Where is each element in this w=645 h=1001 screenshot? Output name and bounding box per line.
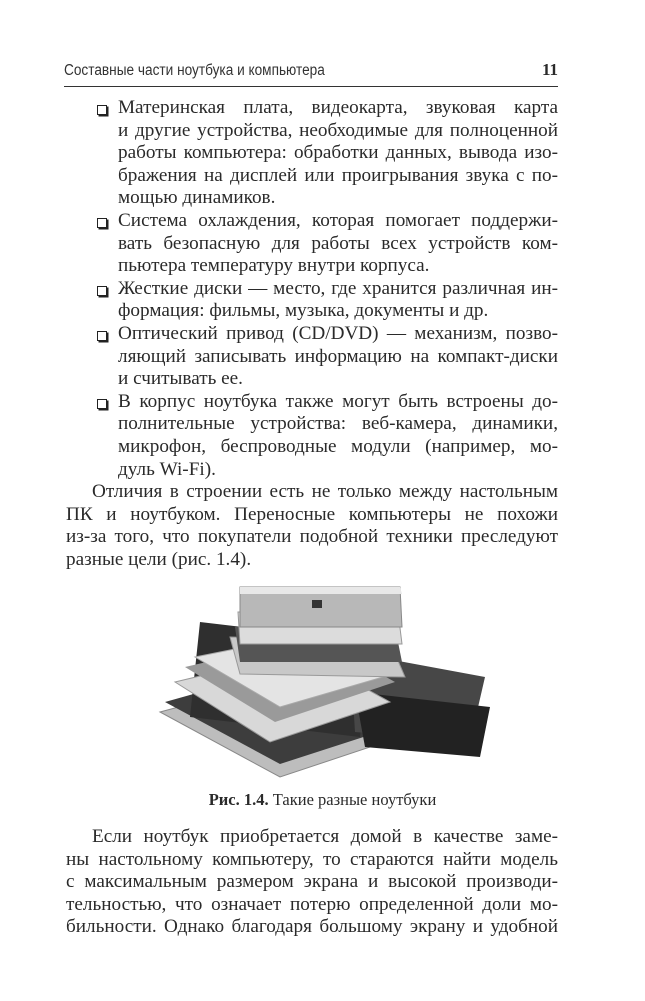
checkbox-bullet-icon [97, 331, 107, 341]
bullet-line: Материнская плата, видеокарта, звуковая карта [118, 97, 558, 118]
paragraph-line: тельностью, что означает потерю определенной доли мо- [66, 893, 558, 915]
paragraph-line: с максимальным размером экрана и высокой производи- [66, 871, 558, 893]
bullet-line: дуль Wi-Fi). [118, 458, 216, 480]
laptops-stack-image [140, 582, 510, 782]
chapter-title: Составные части ноутбука и компьютера [64, 62, 325, 79]
bullet-line: работы компьютера: обработки данных, вывода изо- [118, 142, 558, 164]
paragraph-line: Отличия в строении есть не только между настольным [92, 481, 558, 503]
bullet-line: мощью динамиков. [118, 187, 276, 209]
bullet-line: бражения на дисплей или проигрывания звука с по- [118, 164, 558, 186]
bullet-line: и другие устройства, необходимые для полноценной [118, 119, 558, 141]
bullet-line: В корпус ноутбука также могут быть встроены до- [118, 390, 558, 412]
bullet-line: микрофон, беспроводные модули (например, мо- [118, 436, 558, 457]
bullet-line: ляющий записывать информацию на компакт-диски [118, 345, 558, 367]
paragraph-line: разные цели (рис. 1.4). [66, 549, 252, 570]
bullet-line: формация: фильмы, музыка, документы и др. [118, 300, 489, 322]
bullet-line: и считывать ее. [118, 368, 243, 390]
paragraph-line: Если ноутбук приобретается домой в качестве заме- [92, 826, 558, 847]
bullet-line: Система охлаждения, которая помогает поддержи- [118, 210, 558, 231]
paragraph-line: ны настольному компьютеру, то стараются найти модель [66, 848, 558, 870]
bullet-line: пьютера температуру внутри корпуса. [118, 255, 430, 277]
bullet-line: Жесткие диски — место, где хранится различная ин- [118, 277, 558, 299]
checkbox-bullet-icon [97, 399, 107, 409]
laptop-stack [160, 587, 490, 777]
bullet-line: полнительные устройства: веб-камера, динамики, [118, 413, 558, 435]
page-number: 11 [541, 60, 558, 79]
paragraph-line: ПК и ноутбуком. Переносные компьютеры не похожи [66, 503, 558, 525]
figure-label: Рис. 1.4. [208, 790, 269, 809]
checkbox-bullet-icon [97, 286, 107, 296]
bullet-line: Оптический привод (CD/DVD) — механизм, позво- [118, 323, 558, 344]
bullet-line: вать безопасную для работы всех устройств ком- [118, 232, 558, 254]
checkbox-bullet-icon [97, 105, 107, 115]
running-header [64, 60, 558, 87]
figure-caption-text: Такие разные ноутбуки [272, 790, 437, 809]
figure-caption [0, 790, 645, 810]
paragraph-line: бильности. Однако благодаря большому экрану и удобной [66, 916, 558, 938]
checkbox-bullet-icon [97, 218, 107, 228]
paragraph-line: из-за того, что покупатели подобной техники преследуют [66, 526, 558, 548]
